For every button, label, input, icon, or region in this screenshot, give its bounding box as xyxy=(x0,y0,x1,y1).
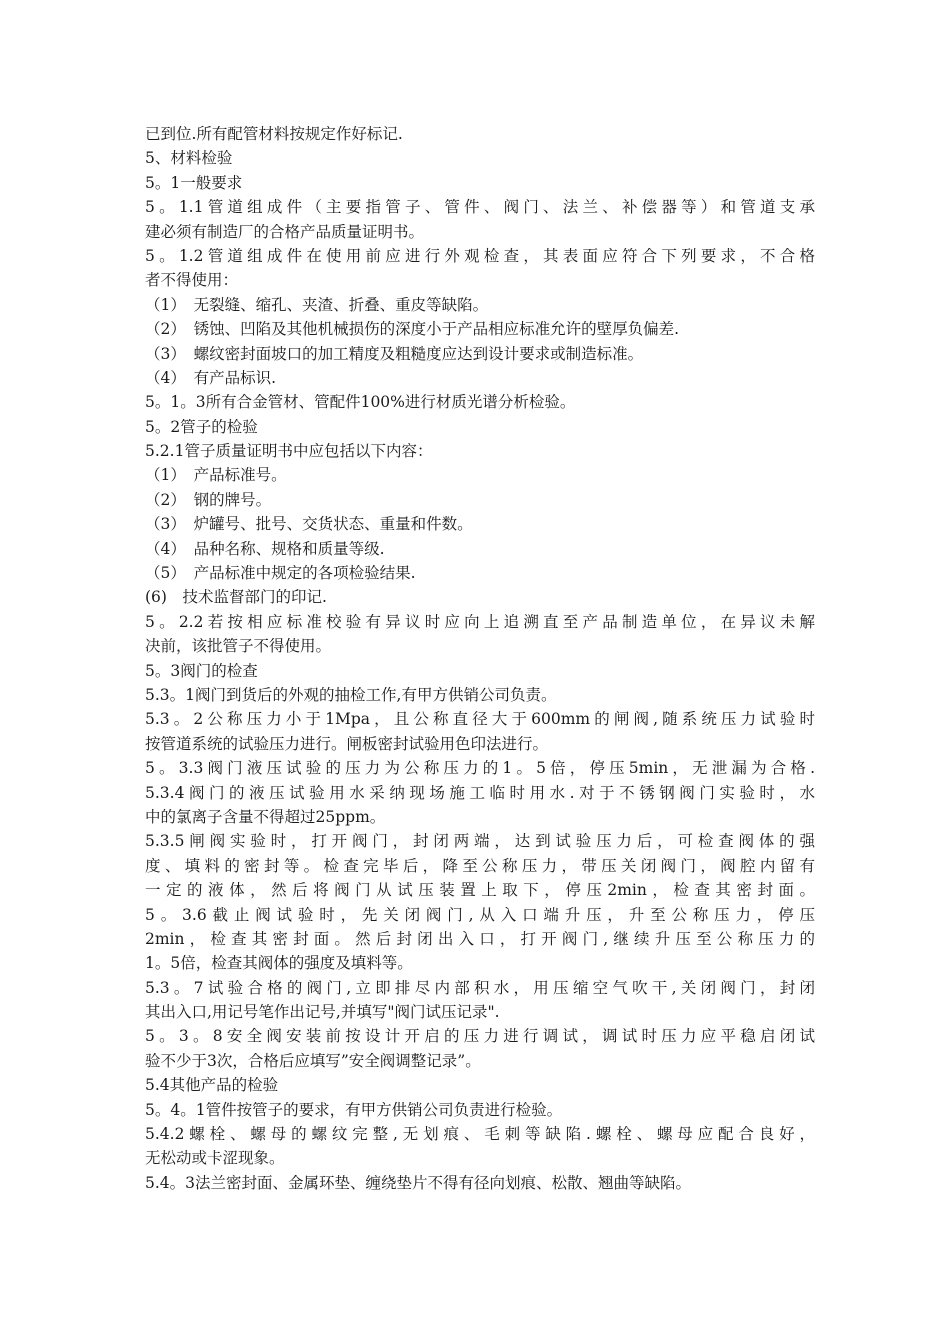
document-body xyxy=(145,122,815,1195)
subsection-heading: 5.4其他产品的检验 xyxy=(145,1076,279,1095)
text-line: 5。4。1管件按管子的要求，有甲方供销公司负责进行检验。 xyxy=(145,1100,563,1119)
text-line: 5.3.4阀门的液压试验用水采纳现场施工临时用水.对于不锈钢阀门实验时，水 xyxy=(145,783,815,802)
list-item: （2） 钢的牌号。 xyxy=(145,490,272,509)
text-line: 1。5倍，检查其阀体的强度及填料等。 xyxy=(145,954,413,973)
text-line: 5.3。2公称压力小于1Mpa，且公称直径大于600mm的闸阀,随系统压力试验时 xyxy=(145,710,815,729)
text-line: 5。3。8安全阀安装前按设计开启的压力进行调试，调试时压力应平稳启闭试 xyxy=(145,1027,815,1046)
text-line: 5。1。3所有合金管材、管配件100%进行材质光谱分析检验。 xyxy=(145,393,576,412)
text-line: 按管道系统的试验压力进行。闸板密封试验用色印法进行。 xyxy=(145,734,549,753)
list-item: （5） 产品标准中规定的各项检验结果. xyxy=(145,564,416,583)
subsection-heading: 5。2管子的检验 xyxy=(145,417,258,436)
text-line: 验不少于3次，合格后应填写”安全阀调整记录”。 xyxy=(145,1051,481,1070)
text-line: 5。1.1管道组成件（主要指管子、管件、阀门、法兰、补偿器等）和管道支承 xyxy=(145,198,815,217)
text-line: 5.2.1管子质量证明书中应包括以下内容： xyxy=(145,442,433,461)
text-line: 中的氯离子含量不得超过25ppm。 xyxy=(145,807,386,826)
text-line: 5.3。7试验合格的阀门,立即排尽内部积水，用压缩空气吹干,关闭阀门，封闭 xyxy=(145,978,815,997)
text-line: 5.4.2螺栓、螺母的螺纹完整,无划痕、毛刺等缺陷.螺栓、螺母应配合良好， xyxy=(145,1125,815,1144)
text-line: 5.3。1阀门到货后的外观的抽检工作,有甲方供销公司负责。 xyxy=(145,685,557,704)
text-line: 5.4。3法兰密封面、金属环垫、缠绕垫片不得有径向划痕、松散、翘曲等缺陷。 xyxy=(145,1173,692,1192)
text-line: 建必须有制造厂的合格产品质量证明书。 xyxy=(145,222,425,241)
text-line: 5。3.3阀门液压试验的压力为公称压力的1。5倍，停压5min，无泄漏为合格. xyxy=(145,759,815,778)
text-line: 已到位.所有配管材料按规定作好标记. xyxy=(145,125,403,143)
list-item: （3） 炉罐号、批号、交货状态、重量和件数。 xyxy=(145,515,473,534)
text-line: 其出入口,用记号笔作出记号,并填写"阀门试压记录". xyxy=(145,1003,500,1022)
list-item: （1） 无裂缝、缩孔、夹渣、折叠、重皮等缺陷。 xyxy=(145,295,489,314)
text-line: 度、填料的密封等。检查完毕后，降至公称压力，带压关闭阀门，阀腔内留有 xyxy=(145,856,815,875)
text-line: 5。3.6截止阀试验时，先关闭阀门,从入口端升压，升至公称压力，停压 xyxy=(145,905,815,924)
subsection-heading: 5。1一般要求 xyxy=(145,173,243,192)
text-line: 2min，检查其密封面。然后封闭出入口，打开阀门,继续升压至公称压力的 xyxy=(145,929,815,948)
list-item: （3） 螺纹密封面坡口的加工精度及粗糙度应达到设计要求或制造标准。 xyxy=(145,344,644,363)
list-item: （4） 有产品标识. xyxy=(145,368,277,387)
list-item: (6) 技术监督部门的印记. xyxy=(145,588,327,607)
list-item: （2） 锈蚀、凹陷及其他机械损伤的深度小于产品相应标准允许的壁厚负偏差. xyxy=(145,320,680,339)
text-line: 5。1.2管道组成件在使用前应进行外观检查，其表面应符合下列要求，不合格 xyxy=(145,246,815,265)
text-line: 5。2.2若按相应标准校验有异议时应向上追溯直至产品制造单位，在异议未解 xyxy=(145,612,815,631)
text-line: 者不得使用： xyxy=(145,271,239,290)
list-item: （4） 品种名称、规格和质量等级. xyxy=(145,539,385,558)
section-heading: 5、材料检验 xyxy=(145,149,233,168)
text-line: 一定的液体，然后将阀门从试压装置上取下，停压2min，检查其密封面。 xyxy=(145,881,815,900)
subsection-heading: 5。3阀门的检查 xyxy=(145,661,258,680)
text-line: 5.3.5闸阀实验时，打开阀门，封闭两端，达到试验压力后，可检查阀体的强 xyxy=(145,832,815,851)
text-line: 无松动或卡涩现象。 xyxy=(145,1149,285,1168)
list-item: （1） 产品标准号。 xyxy=(145,466,287,485)
text-line: 决前，该批管子不得使用。 xyxy=(145,637,332,656)
